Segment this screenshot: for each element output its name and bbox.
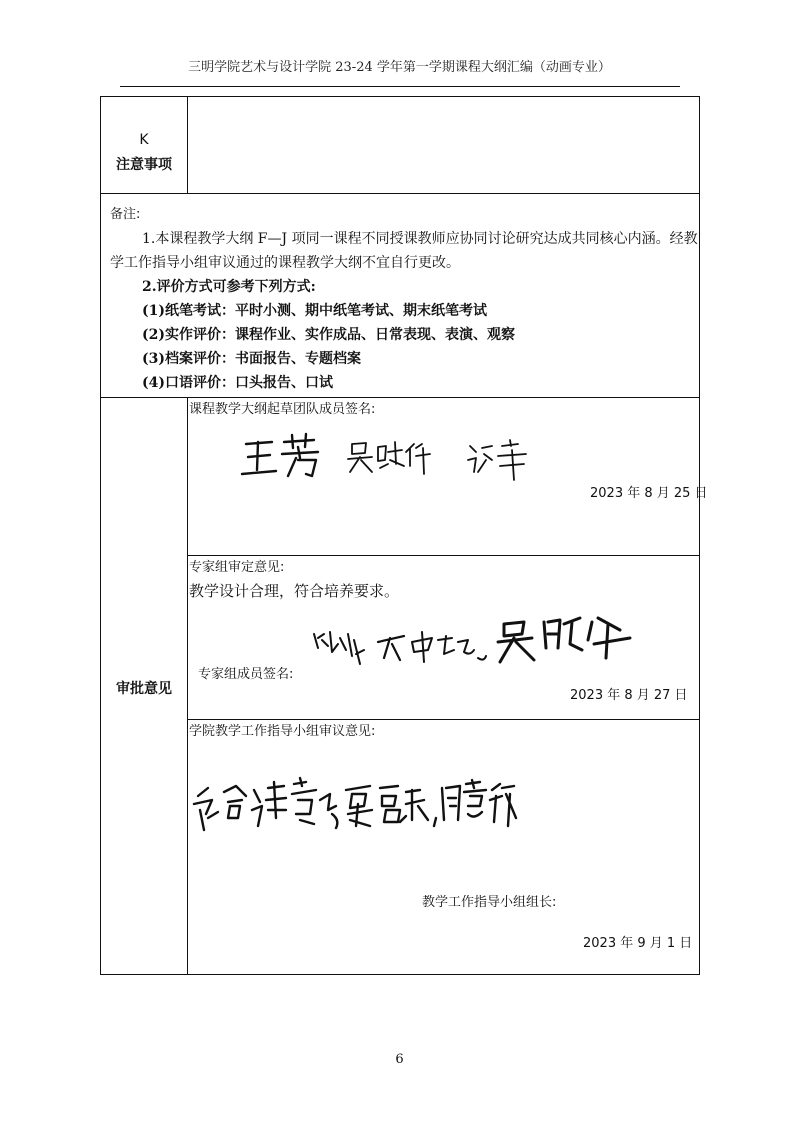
committee-leader-label: 教学工作指导小组组长: bbox=[422, 895, 557, 910]
drafting-title: 课程教学大纲起草团队成员签名: bbox=[189, 402, 376, 417]
document-header: 三明学院艺术与设计学院 23-24 学年第一学期课程大纲汇编（动画专业） bbox=[188, 60, 611, 75]
section-label: 注意事项 bbox=[116, 157, 172, 173]
drafting-date: 2023 年 8 月 25 日 bbox=[590, 486, 708, 501]
expert-signatures bbox=[308, 604, 638, 674]
remarks-line-7: (4)口语评价：口头报告、口试 bbox=[142, 375, 333, 391]
remarks-line-1: 1.本课程教学大纲 F—J 项同一课程不同授课教师应协同讨论研究达成共同核心内涵。经教 bbox=[142, 231, 698, 247]
notes-content-cell bbox=[187, 96, 700, 194]
remarks-line-3: 2.评价方式可参考下列方式: bbox=[142, 279, 316, 295]
committee-title: 学院教学工作指导小组审议意见: bbox=[189, 724, 376, 739]
remarks-line-2: 学工作指导小组审议通过的课程教学大纲不宜自行更改。 bbox=[110, 255, 460, 271]
remarks-line-5: (2)实作评价：课程作业、实作成品、日常表现、表演、观察 bbox=[142, 327, 515, 343]
remarks-line-6: (3)档案评价：书面报告、专题档案 bbox=[142, 351, 361, 367]
approval-label: 审批意见 bbox=[116, 681, 172, 697]
expert-title: 专家组审定意见: bbox=[189, 560, 285, 575]
expert-members-label: 专家组成员签名: bbox=[198, 667, 294, 682]
committee-date: 2023 年 9 月 1 日 bbox=[583, 936, 693, 951]
expert-date: 2023 年 8 月 27 日 bbox=[570, 688, 688, 703]
remarks-line-4: (1)纸笔考试：平时小测、期中纸笔考试、期末纸笔考试 bbox=[142, 303, 487, 319]
drafting-signatures bbox=[230, 430, 550, 486]
committee-handwritten-opinion bbox=[190, 770, 520, 850]
remarks-title: 备注: bbox=[110, 207, 141, 222]
section-letter: K bbox=[139, 132, 149, 148]
expert-opinion: 教学设计合理，符合培养要求。 bbox=[189, 582, 400, 600]
page-number: 6 bbox=[395, 1052, 404, 1067]
header-rule bbox=[120, 86, 680, 87]
